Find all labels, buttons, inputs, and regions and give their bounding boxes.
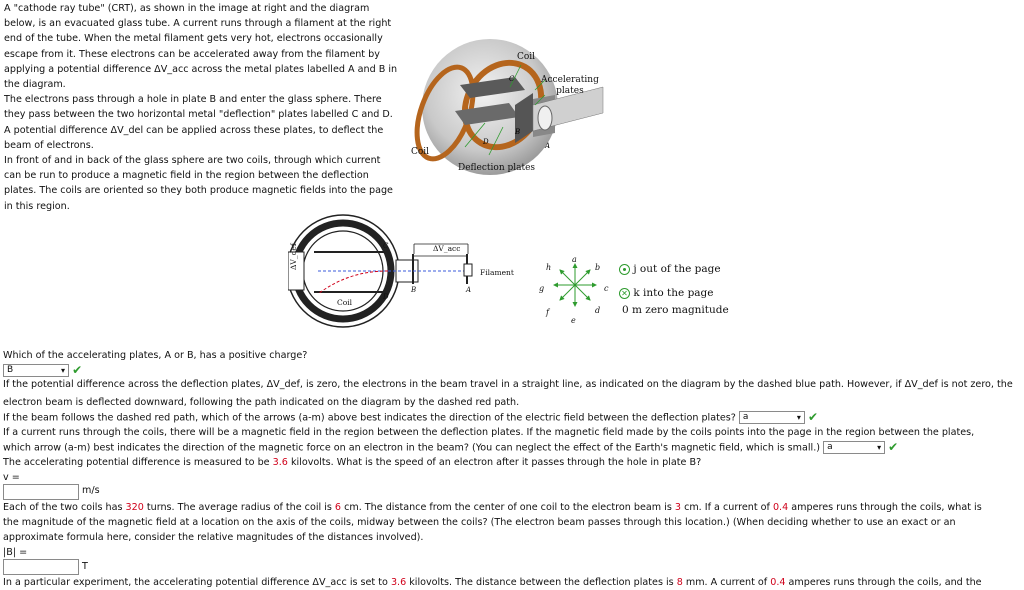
speed-input[interactable] (3, 484, 79, 500)
intro-line: they pass between the two horizontal metal "deflection" plates labelled C and D. (4, 109, 393, 121)
photo-label-b: B (515, 128, 521, 136)
plate-b (412, 254, 414, 284)
question-2-line-3 (3, 410, 818, 426)
check-icon: ✔ (807, 410, 819, 424)
q5-b: turns. The average radius of the coil is (143, 502, 335, 513)
question-5-line-1 (3, 500, 982, 515)
photo-label-d: D (483, 138, 489, 146)
q1-select-value: B (7, 364, 14, 375)
chevron-down-icon: ▾ (60, 365, 65, 375)
q4-pre: The accelerating potential difference is measured to be (3, 457, 273, 468)
b-field-input[interactable] (3, 559, 79, 575)
into-page-icon: ✕ (619, 288, 630, 299)
intro-line: escape from it. These electrons can be accelerated away from the filament by (4, 48, 380, 60)
arrow-h (560, 270, 575, 285)
intro-line: can be run to produce a magnetic field in the region between the deflection (4, 170, 369, 182)
q2-text: If the beam follows the dashed red path, which of the arrows (a-m) above best indicates the direction of the electric field between the deflection plates? (3, 412, 736, 424)
v-unit: m/s (82, 485, 100, 496)
intro-line: below, is an evacuated glass tube. A current runs through a filament at the right (4, 18, 392, 30)
out-of-page-icon (619, 264, 630, 275)
intro-line: end of the tube. When the metal filament gets very hot, electrons occasionally (4, 33, 383, 45)
legend-j (619, 263, 721, 275)
q5-a: Each of the two coils has (3, 502, 126, 513)
label-coil-diagram: Coil (337, 298, 353, 307)
check-icon: ✔ (888, 440, 899, 454)
photo-label-a: A (545, 142, 551, 150)
q4-post: kilovolts. What is the speed of an electron after it passes through the hole in plate B? (287, 457, 702, 468)
v-label: v = (3, 472, 20, 483)
intro-text (4, 1, 404, 214)
intro-line: A potential difference ΔV_del can be applied across these plates, to deflect the (4, 124, 384, 136)
intro-line: applying a potential difference ΔV_acc across the metal plates labelled A and B in (4, 63, 398, 75)
intro-line: the diagram. (4, 79, 66, 91)
intro-line: A "cathode ray tube" (CRT), as shown in the image at right and the diagram (4, 3, 370, 14)
question-5-line-3: approximate formula here, consider the relative magnitudes of the distances involved). (3, 532, 424, 543)
q6-d: 8 (676, 577, 683, 588)
q5-current: 0.4 (772, 502, 789, 513)
q3-select[interactable] (823, 441, 885, 454)
b-label: |B| = (3, 547, 28, 558)
question-2-line-2: electron beam is deflected downward, following the path indicated on the diagram by the dashed red path. (3, 397, 520, 408)
arrow-label-a: a (572, 255, 577, 264)
intro-line: beam of electrons. (4, 139, 94, 151)
plate-d (314, 291, 386, 293)
q6-e: amperes runs through the coils, and the (785, 577, 982, 588)
question-3-line-2 (3, 440, 898, 456)
legend-j-text: j out of the page (633, 263, 721, 275)
check-icon: ✔ (72, 363, 83, 377)
tube-end (538, 106, 552, 130)
chevron-down-icon: ▾ (877, 443, 882, 452)
question-3-line-1: If a current runs through the coils, there will be a magnetic field in the region between the deflection plates. If the magnetic field made by the coils points into the page in the region between the plates, (3, 427, 975, 438)
arrow-label-h: h (546, 263, 552, 272)
label-dv-def: ΔV_def (289, 243, 298, 270)
legend-k-text: k into the page (633, 287, 714, 299)
q6-i: 0.4 (770, 577, 786, 588)
label-deflection-plates: Deflection plates (458, 163, 536, 173)
intro-line: In front of and in back of the glass sphere are two coils, through which current (4, 155, 381, 167)
q5-radius: 6 (334, 502, 342, 513)
q5-e: amperes runs through the coils, what is (788, 502, 982, 513)
arrow-d (575, 285, 590, 300)
plate-c (314, 251, 386, 253)
q2-select[interactable] (739, 411, 805, 424)
intro-line: in this region. (4, 200, 70, 212)
diagram-label-a: A (466, 286, 472, 294)
q6-a: In a particular experiment, the accelerating potential difference ΔV_acc is set to (3, 577, 391, 588)
q5-c: cm. The distance from the center of one coil to the electron beam is (341, 502, 675, 513)
intro-line: The electrons pass through a hole in plate B and enter the glass sphere. There (4, 94, 382, 106)
label-filament: Filament (480, 268, 514, 277)
arrow-label-b: b (595, 263, 601, 272)
label-dv-acc: ΔV_acc (433, 244, 461, 253)
q2-select-value: a (742, 412, 749, 422)
legend-m: 0 m zero magnitude (622, 304, 729, 316)
q5-turns: 320 (125, 502, 144, 513)
question-2-line-1: If the potential difference across the deflection plates, ΔV_def, is zero, the electrons in the beam travel in a straight line, as indicated on the diagram by the dashed blue path. However, if ΔV_def is not zero, the (3, 379, 1013, 390)
photo-label-c: C (509, 75, 515, 83)
q6-v: 3.6 (390, 577, 407, 588)
q1-answer-row (3, 363, 82, 377)
q3-text: which arrow (a-m) best indicates the direction of the magnetic force on an electron in the beam? (You can neglect the effect of the Earth's magnetic field, which is small.) (3, 442, 821, 454)
q6-c: mm. A current of (682, 577, 771, 588)
arrow-label-f: f (546, 308, 549, 317)
b-unit: T (82, 561, 88, 572)
arrow-label-c: c (604, 284, 609, 293)
arrow-f (560, 285, 575, 300)
arrow-label-g: g (539, 284, 545, 293)
label-coil-left: Coil (411, 147, 430, 157)
question-5-line-2: the magnitude of the magnetic field at a location on the axis of the coils, midway between the coils? (The electron beam passes through this location.) (When deciding whether to use an exact or an (3, 517, 956, 528)
label-coil-top: Coil (517, 52, 536, 62)
arrow-label-d: d (595, 306, 601, 315)
label-accelerating-plates: Accelerating plates (541, 75, 599, 96)
intro-line: plates. The coils are oriented so they both produce magnetic fields into the page (4, 185, 393, 197)
q6-b: kilovolts. The distance between the deflection plates is (406, 577, 677, 588)
diagram-label-c: C (383, 242, 389, 250)
q3-select-value: a (827, 442, 833, 452)
arrow-b (575, 270, 590, 285)
q1-select[interactable] (3, 364, 69, 377)
filament-block (464, 264, 472, 276)
question-1: Which of the accelerating plates, A or B, has a positive charge? (3, 350, 308, 361)
question-4 (3, 455, 701, 470)
q4-value: 3.6 (272, 457, 288, 468)
diagram-label-d: D (383, 293, 389, 301)
q5-dist: 3 (674, 502, 682, 513)
chevron-down-icon: ▾ (796, 413, 801, 422)
q5-d: cm. If a current of (681, 502, 773, 513)
question-6 (3, 575, 982, 590)
legend-k (619, 287, 714, 299)
diagram-label-b: B (411, 286, 417, 294)
arrow-label-e: e (571, 316, 576, 325)
